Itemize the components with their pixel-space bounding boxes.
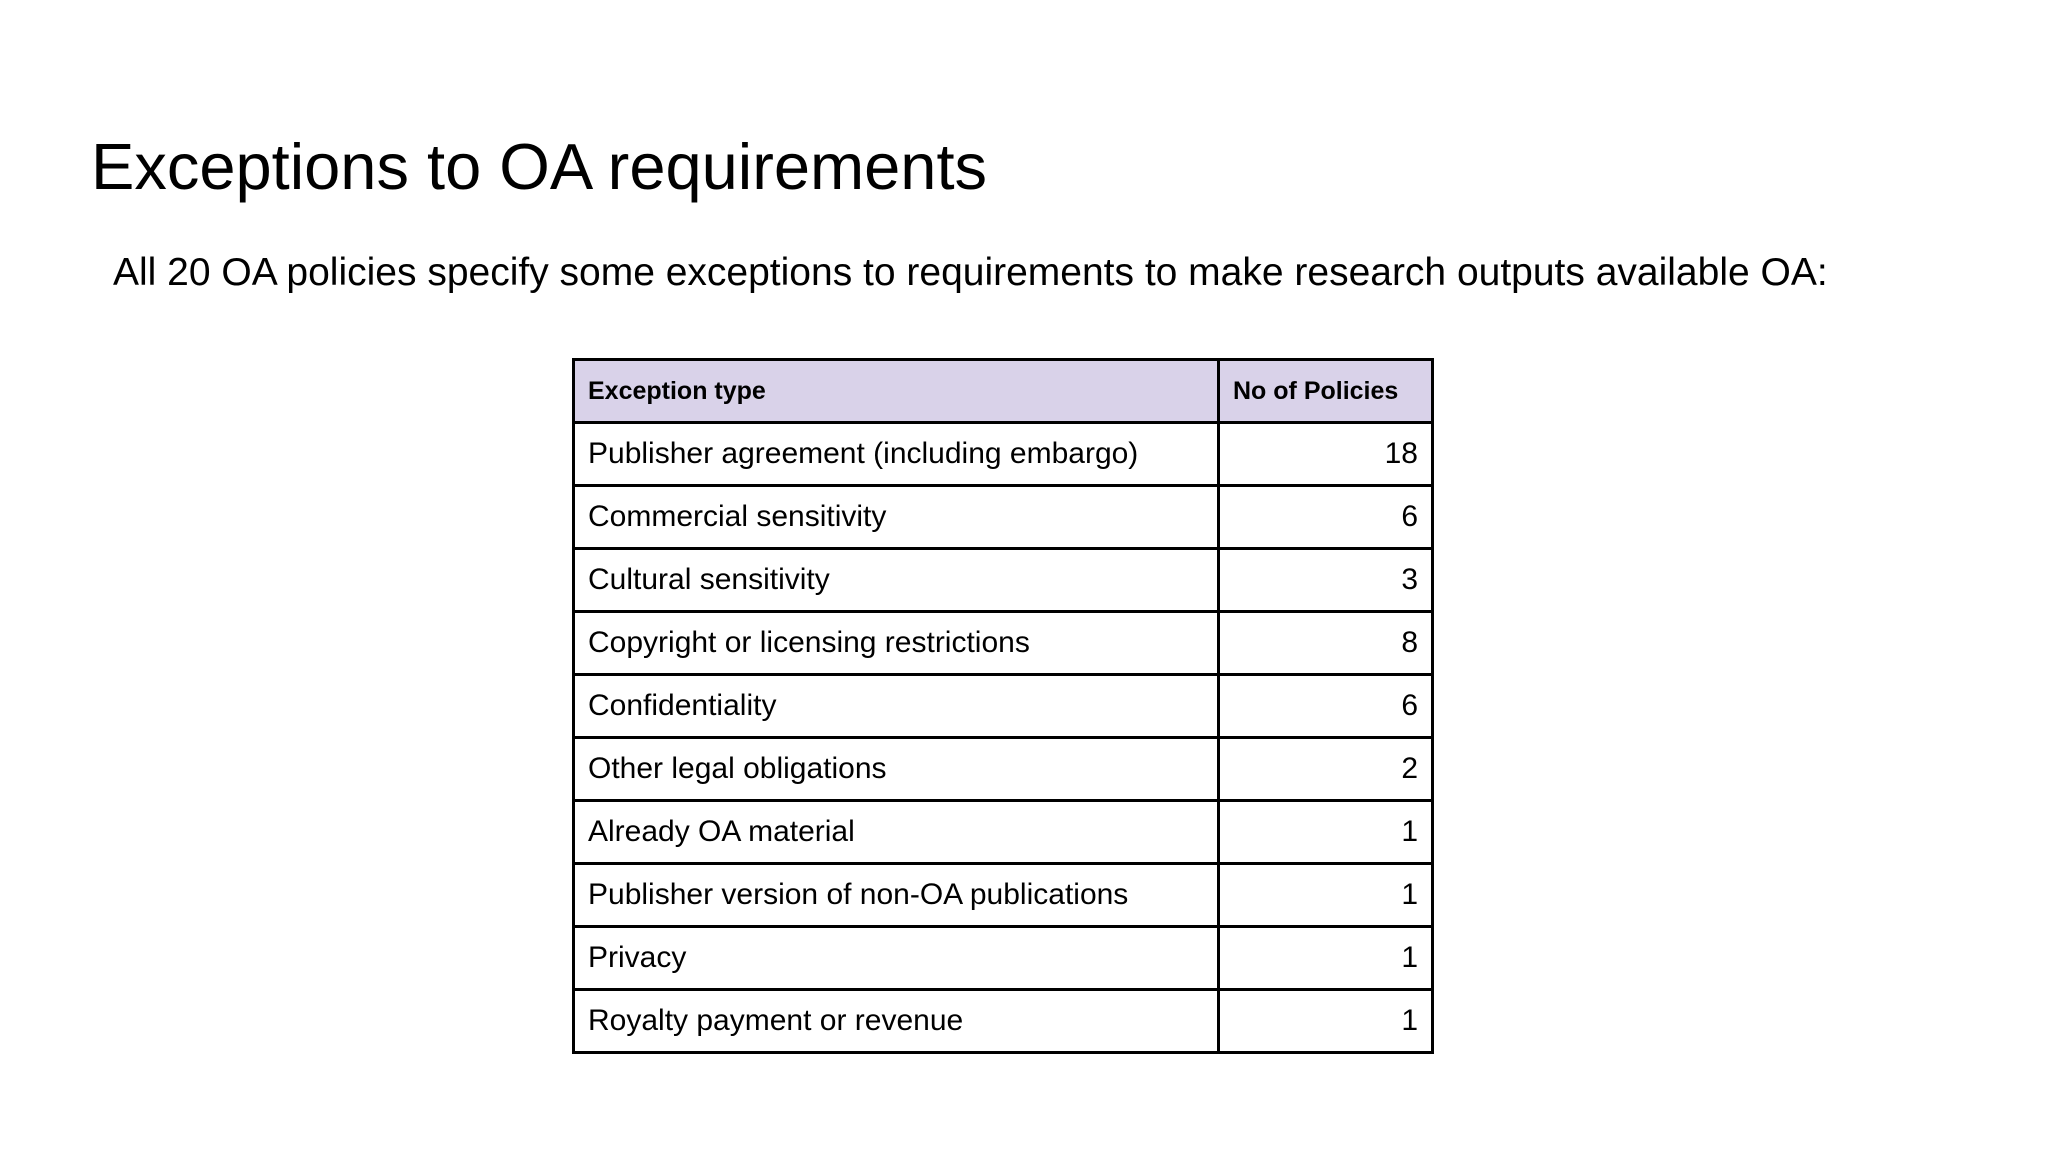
exception-type-cell: Cultural sensitivity bbox=[574, 549, 1219, 612]
slide-title: Exceptions to OA requirements bbox=[91, 130, 988, 203]
table-row bbox=[574, 738, 1433, 801]
table-row bbox=[574, 675, 1433, 738]
exceptions-table bbox=[572, 358, 1434, 1054]
table-row bbox=[574, 486, 1433, 549]
exception-type-cell: Publisher agreement (including embargo) bbox=[574, 423, 1219, 486]
table-row bbox=[574, 612, 1433, 675]
table-row bbox=[574, 549, 1433, 612]
policy-count-cell: 1 bbox=[1219, 801, 1433, 864]
policy-count-cell: 6 bbox=[1219, 486, 1433, 549]
slide-subtitle: All 20 OA policies specify some exceptions to requirements to make research outputs available OA: bbox=[113, 251, 1828, 294]
exception-type-cell: Confidentiality bbox=[574, 675, 1219, 738]
policy-count-cell: 1 bbox=[1219, 990, 1433, 1053]
header-no-of-policies: No of Policies bbox=[1219, 360, 1433, 423]
exception-type-cell: Royalty payment or revenue bbox=[574, 990, 1219, 1053]
exception-type-cell: Privacy bbox=[574, 927, 1219, 990]
header-exception-type: Exception type bbox=[574, 360, 1219, 423]
table-row bbox=[574, 927, 1433, 990]
policy-count-cell: 2 bbox=[1219, 738, 1433, 801]
exception-type-cell: Other legal obligations bbox=[574, 738, 1219, 801]
table-header-row bbox=[574, 360, 1433, 423]
policy-count-cell: 1 bbox=[1219, 927, 1433, 990]
exception-type-cell: Copyright or licensing restrictions bbox=[574, 612, 1219, 675]
policy-count-cell: 18 bbox=[1219, 423, 1433, 486]
exception-type-cell: Already OA material bbox=[574, 801, 1219, 864]
table-row bbox=[574, 864, 1433, 927]
table-row bbox=[574, 423, 1433, 486]
policy-count-cell: 6 bbox=[1219, 675, 1433, 738]
table-row bbox=[574, 990, 1433, 1053]
table-row bbox=[574, 801, 1433, 864]
policy-count-cell: 3 bbox=[1219, 549, 1433, 612]
exception-type-cell: Commercial sensitivity bbox=[574, 486, 1219, 549]
policy-count-cell: 8 bbox=[1219, 612, 1433, 675]
exception-type-cell: Publisher version of non-OA publications bbox=[574, 864, 1219, 927]
policy-count-cell: 1 bbox=[1219, 864, 1433, 927]
